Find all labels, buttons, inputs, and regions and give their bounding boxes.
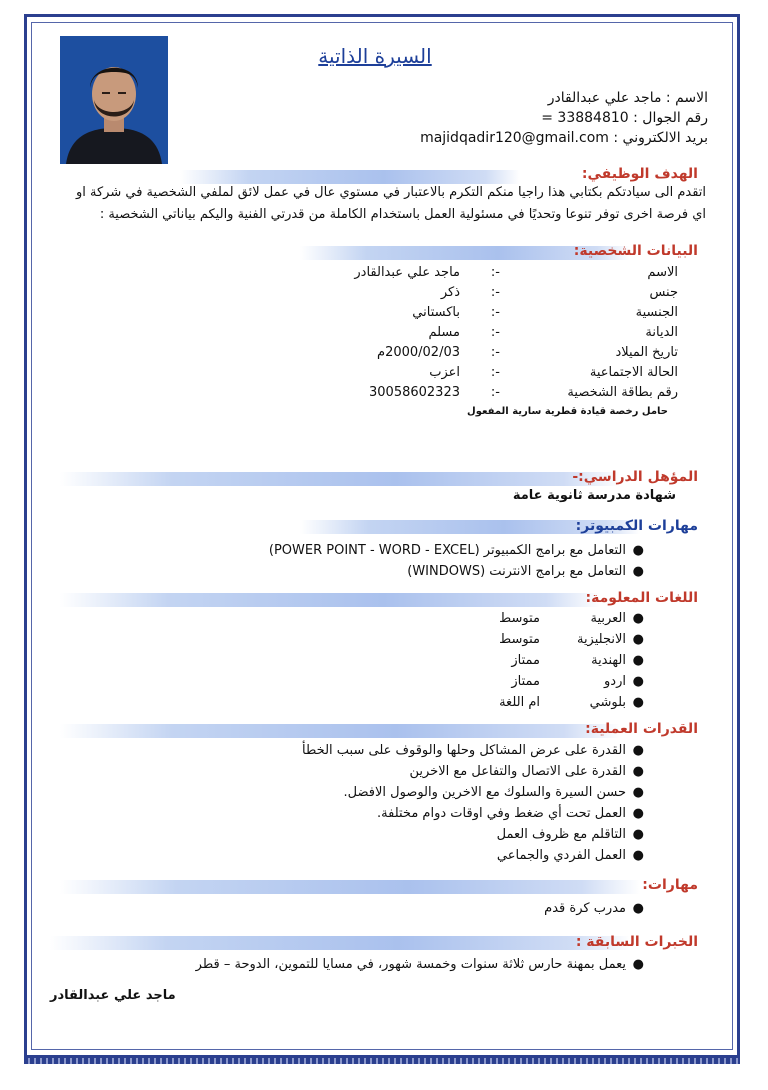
list-item	[544, 898, 648, 919]
bullet-icon: ●	[632, 827, 644, 842]
item-text: التعامل مع برامج الانترنت (WINDOWS)	[407, 564, 626, 579]
item-text: القدرة على الاتصال والتفاعل مع الاخرين	[409, 764, 626, 779]
page-border-bottom	[24, 1058, 740, 1064]
item-text: مدرب كرة قدم	[544, 901, 626, 916]
language-level: متوسط	[499, 632, 540, 647]
bullet-icon: ●	[632, 957, 644, 972]
page-title: السيرة الذاتية	[318, 44, 432, 68]
computer-list	[269, 540, 648, 582]
row-value: ماجد علي عبدالقادر	[354, 265, 460, 280]
abilities-heading: القدرات العملية:	[585, 721, 698, 737]
highlight-band	[60, 724, 620, 738]
row-label: الجنسية	[635, 305, 678, 320]
personal-row	[278, 345, 678, 365]
row-label: تاريخ الميلاد	[615, 345, 678, 360]
highlight-band	[60, 593, 600, 607]
experience-heading: الخبرات السابقة :	[575, 934, 698, 950]
item-text: التاقلم مع ظروف العمل	[496, 827, 626, 842]
row-label: الاسم	[647, 265, 678, 280]
bullet-icon: ●	[632, 848, 644, 863]
language-name: العربية	[590, 611, 626, 626]
row-separator: -:	[490, 325, 500, 340]
experience-list	[196, 954, 648, 975]
language-level: ممتاز	[511, 674, 540, 689]
languages-list	[499, 608, 648, 713]
education-text: شهادة مدرسة ثانوية عامة	[512, 488, 676, 503]
item-text: العمل تحت أي ضغط وفي اوقات دوام مختلفة.	[377, 806, 626, 821]
list-item	[302, 845, 648, 866]
contact-name: الاسم : ماجد علي عبدالقادر	[547, 90, 708, 106]
personal-row	[278, 305, 678, 325]
computer-heading: مهارات الكمبيوتر:	[575, 518, 698, 534]
personal-row	[278, 385, 678, 405]
skills-heading: مهارات:	[642, 877, 698, 893]
highlight-band	[50, 936, 630, 950]
bullet-icon: ●	[632, 674, 644, 689]
row-value: ذكر	[440, 285, 460, 300]
education-heading: المؤهل الدراسي:-	[572, 469, 698, 485]
list-item	[269, 561, 648, 582]
row-value: مسلم	[428, 325, 460, 340]
abilities-list	[302, 740, 648, 866]
list-item	[302, 782, 648, 803]
list-item	[302, 803, 648, 824]
row-value: باكستاني	[412, 305, 460, 320]
highlight-band	[60, 880, 640, 894]
language-level: متوسط	[499, 611, 540, 626]
bullet-icon: ●	[632, 806, 644, 821]
bullet-icon: ●	[632, 564, 644, 579]
bullet-icon: ●	[632, 901, 644, 916]
row-label: الحالة الاجتماعية	[589, 365, 678, 380]
item-text: التعامل مع برامج الكمبيوتر (POWER POINT - WORD - EXCEL)	[268, 543, 626, 558]
bullet-icon: ●	[632, 695, 644, 710]
highlight-band	[60, 472, 620, 486]
personal-row	[278, 265, 678, 285]
signature-name: ماجد علي عبدالقادر	[50, 988, 176, 1003]
skills-list	[544, 898, 648, 919]
language-level: ام اللغة	[499, 695, 540, 710]
list-item	[499, 608, 648, 629]
list-item	[499, 671, 648, 692]
objective-heading: الهدف الوظيفي:	[581, 166, 698, 182]
bullet-icon: ●	[632, 543, 644, 558]
personal-row	[278, 285, 678, 305]
personal-row	[278, 365, 678, 385]
row-label: جنس	[649, 285, 678, 300]
row-separator: -:	[490, 265, 500, 280]
row-separator: -:	[490, 305, 500, 320]
list-item	[302, 761, 648, 782]
row-label: رقم بطاقة الشخصية	[567, 385, 678, 400]
row-value: 2000/02/03م	[377, 345, 460, 360]
row-value: 30058602323	[369, 385, 460, 400]
bullet-icon: ●	[632, 611, 644, 626]
contact-email: بريد الالكتروني : majidqadir120@gmail.com	[420, 130, 708, 146]
bullet-icon: ●	[632, 785, 644, 800]
bullet-icon: ●	[632, 764, 644, 779]
item-text: العمل الفردي والجماعي	[496, 848, 626, 863]
license-note: حامل رخصة قيادة قطرية سارية المفعول	[467, 406, 668, 417]
item-text: حسن السيرة والسلوك مع الاخرين والوصول الافضل.	[343, 785, 626, 800]
bullet-icon: ●	[632, 653, 644, 668]
list-item	[302, 740, 648, 761]
list-item	[196, 954, 648, 975]
personal-row	[278, 325, 678, 345]
row-separator: -:	[490, 345, 500, 360]
language-name: اردو	[604, 674, 626, 689]
bullet-icon: ●	[632, 632, 644, 647]
list-item	[499, 692, 648, 713]
language-name: بلوشي	[589, 695, 626, 710]
list-item	[269, 540, 648, 561]
list-item	[302, 824, 648, 845]
profile-photo	[60, 36, 168, 164]
contact-phone: رقم الجوال : 33884810 =	[541, 110, 708, 126]
bullet-icon: ●	[632, 743, 644, 758]
item-text: يعمل بمهنة حارس ثلاثة سنوات وخمسة شهور، في مسايا للتموين، الدوحة – قطر	[195, 957, 626, 972]
row-label: الديانة	[645, 325, 678, 340]
item-text: القدرة على عرض المشاكل وحلها والوقوف على سبب الخطأ	[302, 743, 626, 758]
row-separator: -:	[490, 385, 500, 400]
objective-text: اتقدم الى سيادتكم بكتابي هذا راجيا منكم التكرم بالاعتبار في مستوي عال في عمل لائق لملفي الشخصية في شركة او اي فرصة اخرى توفر تنوعا وتحديًا في مسئولية العمل باستخدام الكاملة من قدرتي الفنية واليكم بياناتي الشخصية :	[75, 185, 706, 222]
personal-heading: البيانات الشخصية:	[573, 243, 698, 259]
list-item	[499, 629, 648, 650]
row-separator: -:	[490, 285, 500, 300]
row-separator: -:	[490, 365, 500, 380]
list-item	[499, 650, 648, 671]
language-name: الانجليزية	[576, 632, 626, 647]
languages-heading: اللغات المعلومة:	[585, 590, 698, 606]
row-value: اعزب	[429, 365, 460, 380]
language-level: ممتاز	[511, 653, 540, 668]
language-name: الهندية	[591, 653, 626, 668]
